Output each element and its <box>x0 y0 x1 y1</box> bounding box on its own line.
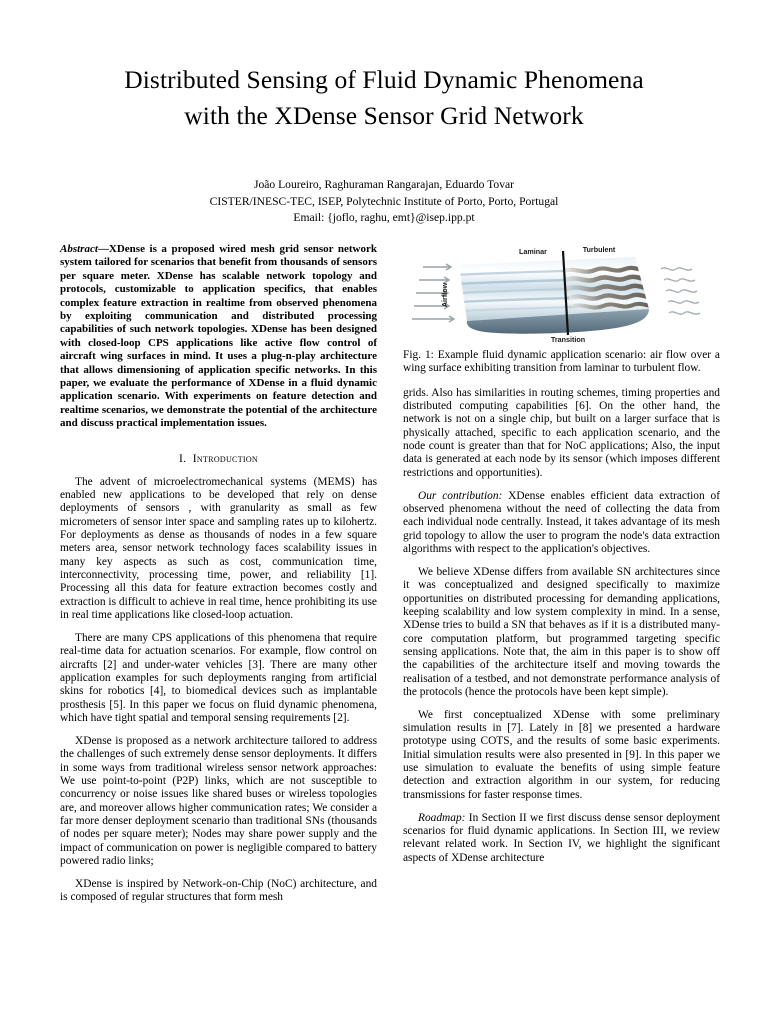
author-block <box>0 177 768 227</box>
wing-flow-illustration <box>403 243 720 343</box>
section-heading-introduction <box>60 452 377 465</box>
paragraph-right-5 <box>403 812 720 865</box>
lead-our-contribution: Our contribution: <box>418 489 503 502</box>
paragraph-right-4: We first conceptualized XDense with some preliminary simulation results in [7]. Lately in [8] we presented a hardware prototype using COTS, and the results of some basic experiments. Initial simulation results were also presented in [9]. In this paper we use simulation to evaluate the benefits of using simple feature detection and extraction algorithm in our system, for reducing transmissions for faster response times. <box>403 708 720 801</box>
lead-roadmap: Roadmap: <box>418 811 466 824</box>
paragraph-intro-1: The advent of microelectromechanical systems (MEMS) has enabled new applications to be developed that rely on dense deployments of sensors , with granularity as small as few micrometers of sensor inter space and sampling rates up to kilohertz. For deployments as dense as thousands of nodes in a few square meters area, sensor network technology faces scalability issues in many key aspects as such as cost, communication time, interconnectivity, processing time, power, and reliability [1]. Processing all this data for feature extraction becomes costly and extraction is difficult to achieve in real time, hence prohibiting its use in real time applications like closed-loop actuation. <box>60 475 377 622</box>
wake-squiggles <box>661 268 700 314</box>
abstract-dash: — <box>97 243 109 255</box>
body-columns <box>60 243 720 905</box>
paragraph-intro-4: XDense is inspired by Network-on-Chip (NoC) architecture, and is composed of regular structures that form mesh <box>60 877 377 904</box>
title-line-2: with the XDense Sensor Grid Network <box>184 101 584 130</box>
abstract-paragraph <box>60 243 377 431</box>
section-numeral: I. <box>179 451 187 465</box>
abstract-body: XDense is a proposed wired mesh grid sensor network system tailored for scenarios that benefit from thousands of sensors per square meter. XDense has scalable network topology and protocols, customizable to application specifics, that enables complex feature extraction in realtime from observed phenomena by exploiting communication and distributed processing capabilities of such network topologies. XDense has been designed with closed-loop CPS applications like active flow control of aircraft wing surfaces in mind. It uses a plug-n-play architecture that allows dimensioning of application specific networks. In this paper, we evaluate the performance of XDense in a fluid dynamic application scenario. With experiments on feature detection and realtime scenarios, we demonstrate the potential of the architecture and discuss practical implementation issues. <box>60 243 377 430</box>
figure-1-image <box>403 243 720 343</box>
abstract-heading: Abstract <box>60 243 98 255</box>
paragraph-right-3: We believe XDense differs from available SN architectures since it was conceptualized and designed specifically to maximize opportunities on distributed processing for demanding applications, keeping scalability and low system complexity in mind. In a sense, XDense tries to build a SN that behaves as if it is a distributed many-core computation platform, but programmed targeting specific sensing applications. Note that, the aim in this paper is to show off the capabilities of the architecture itself and moving towards the realisation of a testbed, and not demonstrate performance analysis of the protocols (hence the protocols have been kept simple). <box>403 565 720 698</box>
paragraph-intro-2: There are many CPS applications of this phenomena that require real-time data for actuation scenarios. For example, flow control on aircrafts [2] and under-water vehicles [3]. There are many other application examples for such deployments ranging from artificial skins for robotics [4], to biomedical devices such as implantable prosthesis [5]. In this paper we focus on fluid dynamic phenomena, which have tight spatial and temporal sensing requirements [2]. <box>60 631 377 725</box>
author-email: Email: {joflo, raghu, emt}@isep.ipp.pt <box>293 211 475 224</box>
paragraph-right-2-text: XDense enables efficient data extraction of observed phenomena without the need of collecting the data from each individual node centrally. Instead, it takes advantage of its mesh grid topology to allow the user to program the node's data extraction algorithms with respect to the application's objectives. <box>403 489 720 555</box>
label-airflow: Airflow <box>440 282 449 308</box>
paragraph-right-1: grids. Also has similarities in routing schemes, timing properties and distributed computing capabilities [6]. On the other hand, the network is not on a single chip, but built on a larger surface that is physically attached, specific to each application scenario, and the node count is greater than that for NoC applications; Also, the input data is generated at each node by its sensor (which imposes different restrictions and opportunities). <box>403 386 720 479</box>
left-column <box>60 243 377 905</box>
section-title: Introduction <box>192 451 258 465</box>
author-names: João Loureiro, Raghuraman Rangarajan, Eduardo Tovar <box>253 178 515 191</box>
label-transition: Transition <box>550 335 586 343</box>
paragraph-right-2 <box>403 490 720 557</box>
paragraph-intro-3: XDense is proposed as a network architecture tailored to address the challenges of such extremely dense sensor deployments. It differs in some ways from traditional wireless sensor network approaches: We use point-to-point (P2P) links, which are not susceptible to concurrency or noise issues like shared buses or wireless topologies are, and moreover allows higher communication rates; We consider a far more denser deployment scenario than traditional SNs (thousands of nodes per square meter); Nodes may share power supply and the impact of communication on power is negligible compared to battery powered radio links; <box>60 734 377 867</box>
author-affiliation: CISTER/INESC-TEC, ISEP, Polytechnic Institute of Porto, Porto, Portugal <box>209 194 559 208</box>
label-turbulent: Turbulent <box>582 245 616 254</box>
figure-1-caption: Fig. 1: Example fluid dynamic application scenario: air flow over a wing surface exhibiting transition from laminar to turbulent flow. <box>403 349 720 375</box>
right-column <box>403 243 720 905</box>
paragraph-right-5-text: In Section II we first discuss dense sensor deployment scenarios for fluid dynamic applications. In Section III, we review relevant related work. In Section IV, we highlight the significant aspects of XDense architecture <box>403 811 720 864</box>
figure-1 <box>403 243 720 376</box>
label-laminar: Laminar <box>519 247 547 256</box>
title-line-1: Distributed Sensing of Fluid Dynamic Phenomena <box>124 65 644 94</box>
paper-title <box>0 0 768 134</box>
